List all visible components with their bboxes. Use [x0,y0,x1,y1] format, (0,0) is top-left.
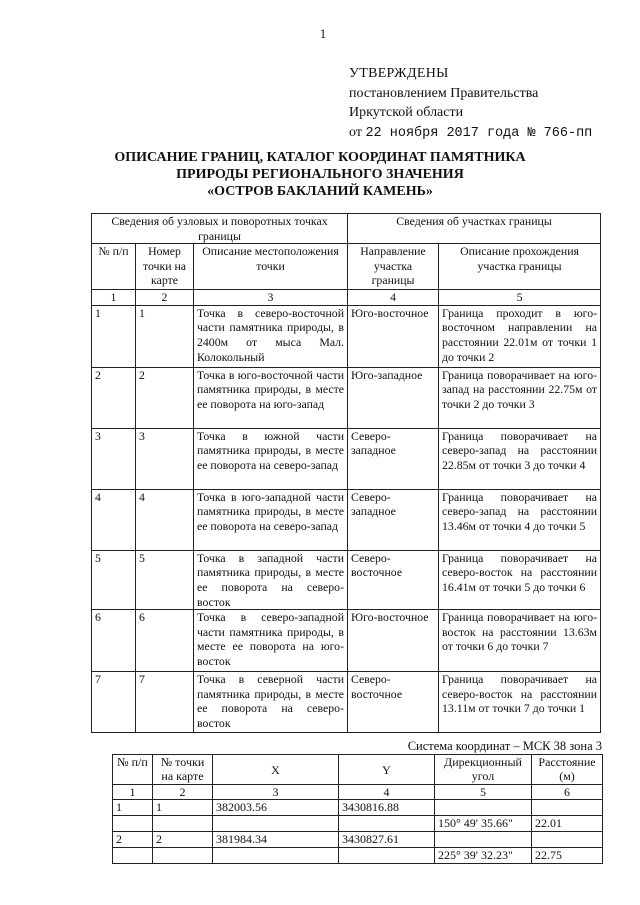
segment-angle: 225° 39' 32.23" [435,848,532,864]
row-num: 4 [92,489,136,550]
row-location: Точка в юго-западной части памятника природы, в месте ее поворота на северо-запад [194,489,348,550]
row-direction: Северо-восточное [348,672,439,733]
coordinate-system-note: Система координат – МСК 38 зона 3 [407,739,602,753]
col-number: 2 [136,290,194,306]
title-line-2: ПРИРОДЫ РЕГИОНАЛЬНОГО ЗНАЧЕНИЯ [176,167,464,182]
col-header-y: Y [339,755,435,785]
approval-line-2: постановлением Правительства [349,85,539,101]
row-location: Точка в северо-восточной части памятника природы, в 2400м от мыса Мал. Колокольный [194,305,348,367]
group-header-segments: Сведения об участках границы [348,214,601,244]
row-point: 2 [136,367,194,428]
col-header-num: № п/п [92,244,136,290]
point-id: 2 [153,832,213,848]
col-number: 2 [153,785,213,800]
title-line-1: ОПИСАНИЕ ГРАНИЦ, КАТАЛОГ КООРДИНАТ ПАМЯТНИКА [114,150,526,165]
row-num: 3 [92,428,136,489]
title-line-3: «ОСТРОВ БАКЛАНИЙ КАМЕНЬ» [207,184,433,199]
row-direction: Северо-восточное [348,550,439,609]
point-x: 381984.34 [213,832,339,848]
table2-header [113,755,603,785]
col-header-point: Номер точки на карте [136,244,194,290]
col-header-num: № п/п [113,755,153,785]
row-num: 5 [92,550,136,609]
row-location: Точка в южной части памятника природы, в месте ее поворота на северо-запад [194,428,348,489]
col-number: 4 [348,290,439,306]
table-row [92,428,601,489]
table-row [92,489,601,550]
col-number: 5 [439,290,601,306]
row-num: 6 [92,610,136,672]
segment-distance: 22.75 [532,848,603,864]
row-point: 6 [136,610,194,672]
spacer-cell [153,816,213,832]
page-number: 1 [319,26,327,41]
row-num: 2 [92,367,136,428]
point-id: 1 [153,800,213,816]
table1-column-header [92,244,601,290]
row-passage: Граница поворачивает на юго-запад на расстоянии 22.75м от точки 2 до точки 3 [439,367,601,428]
table-row [92,550,601,609]
row-point: 1 [136,305,194,367]
row-passage: Граница проходит в юго-восточном направлении на расстоянии 22.01м от точки 1 до точки 2 [439,305,601,367]
row-location: Точка в северо-западной части памятника природы, в месте ее поворота на юго-восток [194,610,348,672]
point-num: 2 [113,832,153,848]
row-passage: Граница поворачивает на северо-запад на расстоянии 22.85м от точки 3 до точки 4 [439,428,601,489]
distance-cell-empty [532,832,603,848]
col-number: 6 [532,785,603,800]
row-direction: Юго-восточное [348,610,439,672]
col-header-point: № точки на карте [153,755,213,785]
col-header-direction: Направление участка границы [348,244,439,290]
col-number: 1 [92,290,136,306]
document-title [100,149,540,200]
row-location: Точка в западной части памятника природы, в месте ее поворота на северо-восток [194,550,348,609]
row-direction: Северо-западное [348,489,439,550]
spacer-cell [213,848,339,864]
row-passage: Граница поворачивает на северо-восток на расстоянии 16.41м от точки 5 до точки 6 [439,550,601,609]
distance-cell-empty [532,800,603,816]
group-header-points: Сведения об узловых и поворотных точках границы [92,214,348,244]
table-row [92,367,601,428]
table-row [92,672,601,733]
row-location: Точка в северной части памятника природы, в месте ее поворота на северо-восток [194,672,348,733]
table-row [113,800,603,816]
col-number: 4 [339,785,435,800]
approval-date-prefix: от [349,124,362,140]
point-y: 3430827.61 [339,832,435,848]
row-point: 4 [136,489,194,550]
table-row [92,305,601,367]
approval-block [349,64,592,143]
table-row [113,832,603,848]
spacer-cell [339,816,435,832]
coordinate-catalog-table [112,754,603,864]
col-header-angle: Дирекционный угол [435,755,532,785]
approval-line-1: УТВЕРЖДЕНЫ [349,66,449,81]
row-point: 7 [136,672,194,733]
approval-line-4 [349,123,592,144]
spacer-cell [339,848,435,864]
row-point: 5 [136,550,194,609]
table-row [113,848,603,864]
point-num: 1 [113,800,153,816]
table-row [92,610,601,672]
col-number: 5 [435,785,532,800]
col-number: 3 [213,785,339,800]
segment-angle: 150° 49' 35.66" [435,816,532,832]
row-direction: Северо-западное [348,428,439,489]
row-num: 7 [92,672,136,733]
table2-column-numbers [113,785,603,800]
boundary-description-table [91,213,601,733]
table1-group-header [92,214,601,244]
spacer-cell [213,816,339,832]
spacer-cell [153,848,213,864]
col-header-distance: Расстояние (м) [532,755,603,785]
table-row [113,816,603,832]
row-passage: Граница поворачивает на северо-восток на расстоянии 13.11м от точки 7 до точки 1 [439,672,601,733]
row-num: 1 [92,305,136,367]
col-header-x: X [213,755,339,785]
row-passage: Граница поворачивает на юго-восток на расстоянии 13.63м от точки 6 до точки 7 [439,610,601,672]
angle-cell-empty [435,832,532,848]
segment-distance: 22.01 [532,816,603,832]
row-direction: Юго-западное [348,367,439,428]
point-x: 382003.56 [213,800,339,816]
col-header-passage: Описание прохождения участка границы [439,244,601,290]
spacer-cell [113,816,153,832]
approval-date: 22 ноября 2017 года № 766-пп [365,125,593,141]
approval-line-3: Иркутской области [349,105,464,120]
row-direction: Юго-восточное [348,305,439,367]
col-number: 3 [194,290,348,306]
row-point: 3 [136,428,194,489]
col-header-location: Описание местоположения точки [194,244,348,290]
angle-cell-empty [435,800,532,816]
spacer-cell [113,848,153,864]
col-number: 1 [113,785,153,800]
row-location: Точка в юго-восточной части памятника природы, в месте ее поворота на юго-запад [194,367,348,428]
point-y: 3430816.88 [339,800,435,816]
row-passage: Граница поворачивает на северо-запад на расстоянии 13.46м от точки 4 до точки 5 [439,489,601,550]
table1-column-numbers [92,290,601,306]
